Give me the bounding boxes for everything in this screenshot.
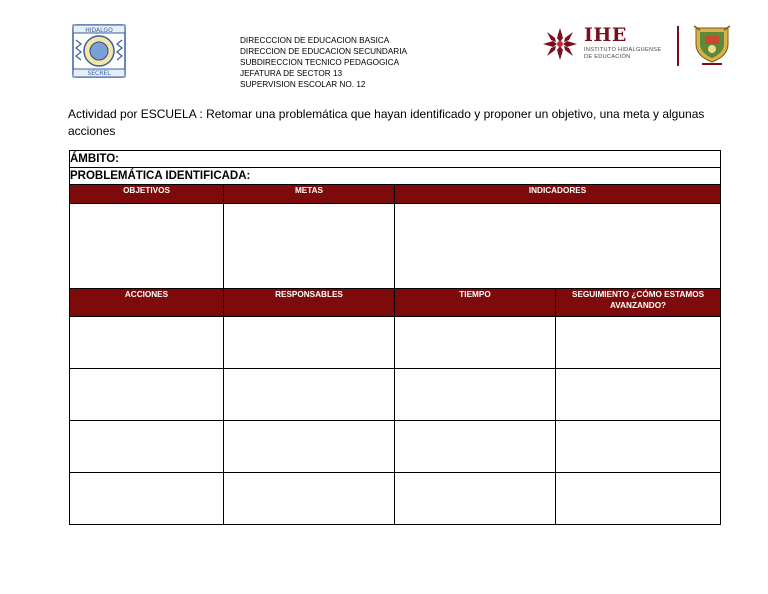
problematica-field[interactable]: PROBLEMÁTICA IDENTIFICADA: — [70, 168, 721, 185]
header-tiempo: TIEMPO — [395, 289, 556, 317]
logo-divider — [677, 26, 679, 66]
seal-top-text: HIDALGO — [85, 27, 113, 34]
header-line: DIRECCION DE EDUCACION SECUNDARIA — [240, 47, 407, 56]
action-row — [70, 317, 721, 369]
seal-bottom-text: SECREL — [87, 70, 111, 77]
header-seguimiento: SEGUIMIENTO ¿CÓMO ESTAMOS AVANZANDO? — [556, 289, 721, 317]
action-row — [70, 473, 721, 525]
ihe-flower-icon — [541, 26, 579, 62]
header-objetivos: OBJETIVOS — [70, 185, 224, 204]
coat-of-arms-logo — [692, 22, 732, 66]
header-institution-lines — [240, 35, 407, 90]
indicadores-cell[interactable] — [395, 204, 721, 289]
seguimiento-cell[interactable] — [556, 317, 721, 369]
metas-cell[interactable] — [224, 204, 395, 289]
activity-instructions: Actividad por ESCUELA : Retomar una problemática que hayan identificado y proponer un objetivo, una meta y algunas acciones — [68, 107, 705, 138]
tiempo-cell[interactable] — [395, 421, 556, 473]
tiempo-cell[interactable] — [395, 369, 556, 421]
header-acciones: ACCIONES — [70, 289, 224, 317]
tiempo-cell[interactable] — [395, 317, 556, 369]
header-line: DIRECCCION DE EDUCACION BASICA — [240, 36, 390, 45]
ihe-subtitle-line: DE EDUCACIÓN — [584, 54, 631, 60]
ihe-logo — [541, 24, 676, 64]
responsables-cell[interactable] — [224, 317, 395, 369]
header-line: JEFATURA DE SECTOR 13 — [240, 69, 343, 78]
seguimiento-cell[interactable] — [556, 473, 721, 525]
planning-form-table — [69, 150, 721, 525]
header-indicadores: INDICADORES — [395, 185, 721, 204]
responsables-cell[interactable] — [224, 473, 395, 525]
header-line: SUBDIRECCION TECNICO PEDAGOGICA — [240, 58, 400, 67]
header-line: SUPERVISION ESCOLAR NO. 12 — [240, 80, 366, 89]
responsables-cell[interactable] — [224, 369, 395, 421]
acciones-cell[interactable] — [70, 369, 224, 421]
ihe-subtitle-line: INSTITUTO HIDALGUENSE — [584, 47, 662, 53]
ihe-subtitle — [584, 47, 661, 61]
responsables-cell[interactable] — [224, 421, 395, 473]
hidalgo-seal-logo — [72, 22, 126, 80]
action-row — [70, 369, 721, 421]
header-metas: METAS — [224, 185, 395, 204]
ihe-title: IHE — [584, 24, 627, 46]
seguimiento-cell[interactable] — [556, 369, 721, 421]
acciones-cell[interactable] — [70, 317, 224, 369]
action-row — [70, 421, 721, 473]
acciones-cell[interactable] — [70, 421, 224, 473]
tiempo-cell[interactable] — [395, 473, 556, 525]
acciones-cell[interactable] — [70, 473, 224, 525]
seguimiento-cell[interactable] — [556, 421, 721, 473]
objetivos-cell[interactable] — [70, 204, 224, 289]
header-responsables: RESPONSABLES — [224, 289, 395, 317]
ambito-field[interactable]: ÁMBITO: — [70, 151, 721, 168]
